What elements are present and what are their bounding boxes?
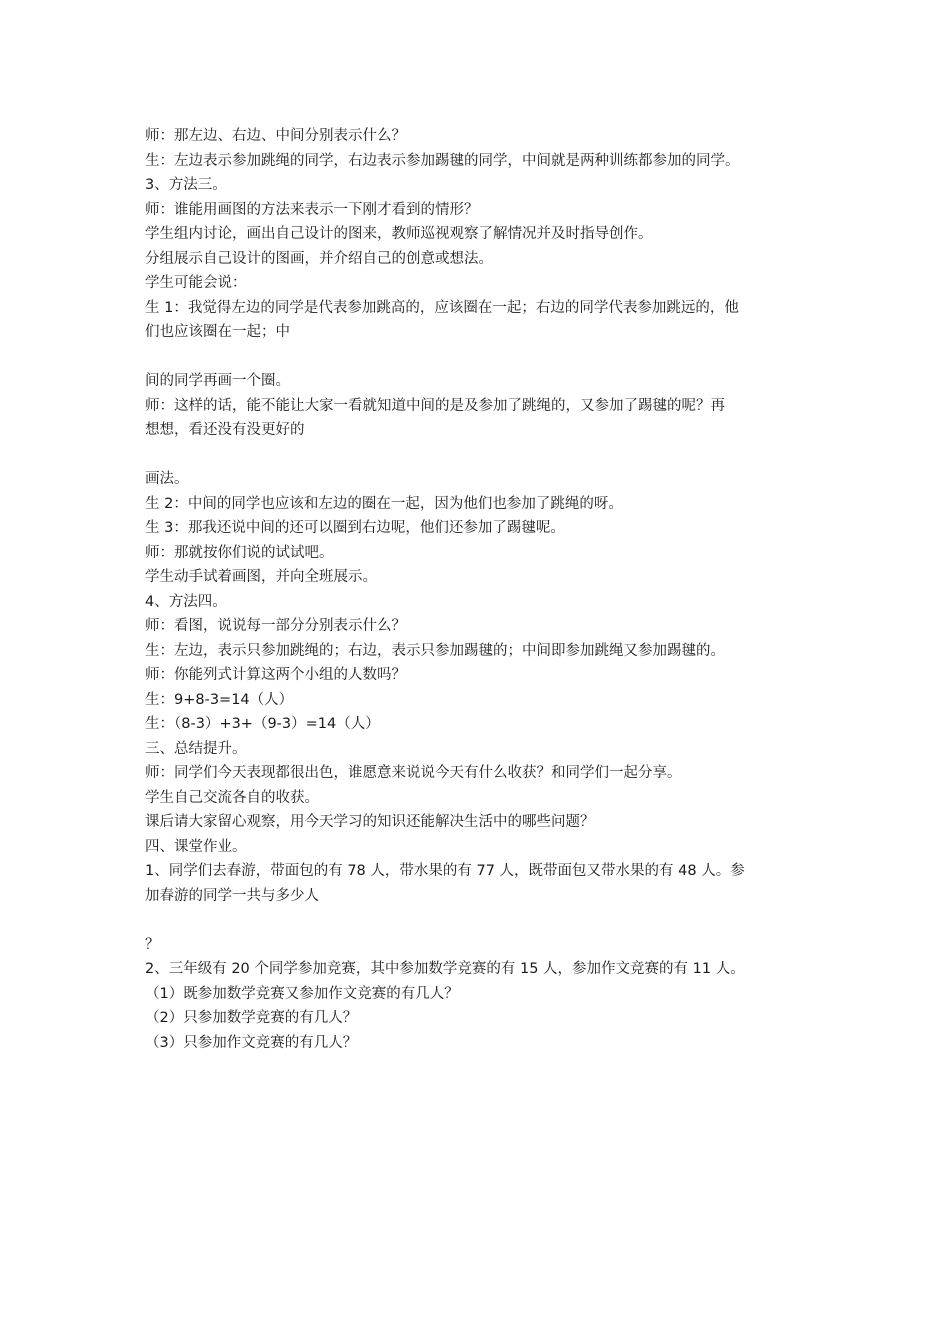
text-line: 2、三年级有 20 个同学参加竞赛，其中参加数学竞赛的有 15 人，参加作文竞赛的有 11 人。: [145, 961, 745, 977]
text-line: 间的同学再画一个圈。: [145, 373, 290, 389]
blank-line: [145, 345, 815, 370]
text-line: ？: [145, 936, 160, 953]
text-line: 学生自己交流各自的收获。: [145, 789, 319, 806]
text-line: （2）只参加数学竞赛的有几人？: [145, 1010, 358, 1026]
text-line: 画法。: [145, 471, 189, 487]
text-line: 师：这样的话，能不能让大家一看就知道中间的是及参加了跳绳的，又参加了踢毽的呢？再: [145, 397, 725, 414]
text-line: （3）只参加作文竞赛的有几人？: [145, 1034, 358, 1051]
text-line: 学生可能会说：: [145, 275, 247, 291]
text-line: 生 1：我觉得左边的同学是代表参加跳高的，应该圈在一起；右边的同学代表参加跳远的，他: [145, 299, 739, 316]
text-line: 加春游的同学一共与多少人: [145, 887, 319, 904]
text-line: 1、同学们去春游，带面包的有 78 人，带水果的有 77 人，既带面包又带水果的有 48 人。参: [145, 863, 745, 879]
text-line: 分组展示自己设计的图画，并介绍自己的创意或想法。: [145, 250, 493, 267]
text-line: 师：你能列式计算这两个小组的人数吗？: [145, 667, 406, 683]
text-line: 生：左边表示参加跳绳的同学，右边表示参加踢毽的同学，中间就是两种训练都参加的同学。: [145, 152, 740, 169]
text-line: （1）既参加数学竞赛又参加作文竞赛的有几人？: [145, 985, 459, 1002]
text-line: 4、方法四。: [145, 593, 227, 610]
blank-line: [145, 908, 815, 933]
text-line: 四、课堂作业。: [145, 838, 247, 855]
text-line: 3、方法三。: [145, 177, 227, 193]
text-line: 们也应该圈在一起；中: [145, 324, 290, 340]
text-line: 生：左边，表示只参加跳绳的；右边，表示只参加踢毽的；中间即参加跳绳又参加踢毽的。: [145, 642, 725, 659]
text-line: 师：那左边、右边、中间分别表示什么？: [145, 128, 406, 144]
text-line: 师：同学们今天表现都很出色，谁愿意来说说今天有什么收获？和同学们一起分享。: [145, 765, 682, 781]
blank-line: [145, 443, 815, 468]
text-line: 生：（8-3）+3+（9-3）=14（人）: [145, 716, 380, 732]
text-line: 课后请大家留心观察，用今天学习的知识还能解决生活中的哪些问题？: [145, 814, 595, 830]
text-line: 三、总结提升。: [145, 740, 247, 757]
text-line: 师：那就按你们说的试试吧。: [145, 544, 334, 561]
text-line: 生 2：中间的同学也应该和左边的圈在一起，因为他们也参加了跳绳的呀。: [145, 495, 623, 512]
text-line: 生 3：那我还说中间的还可以圈到右边呢，他们还参加了踢毽呢。: [145, 520, 565, 536]
text-line: 学生动手试着画图，并向全班展示。: [145, 569, 377, 585]
document-body: [145, 124, 815, 1055]
text-line: 生：9+8-3=14（人）: [145, 691, 294, 708]
text-line: 想想，看还没有没更好的: [145, 422, 305, 438]
text-line: 师：看图，说说每一部分分别表示什么？: [145, 618, 406, 634]
text-line: 师：谁能用画图的方法来表示一下刚才看到的情形？: [145, 201, 479, 218]
text-line: 学生组内讨论，画出自己设计的图来，教师巡视观察了解情况并及时指导创作。: [145, 226, 653, 242]
